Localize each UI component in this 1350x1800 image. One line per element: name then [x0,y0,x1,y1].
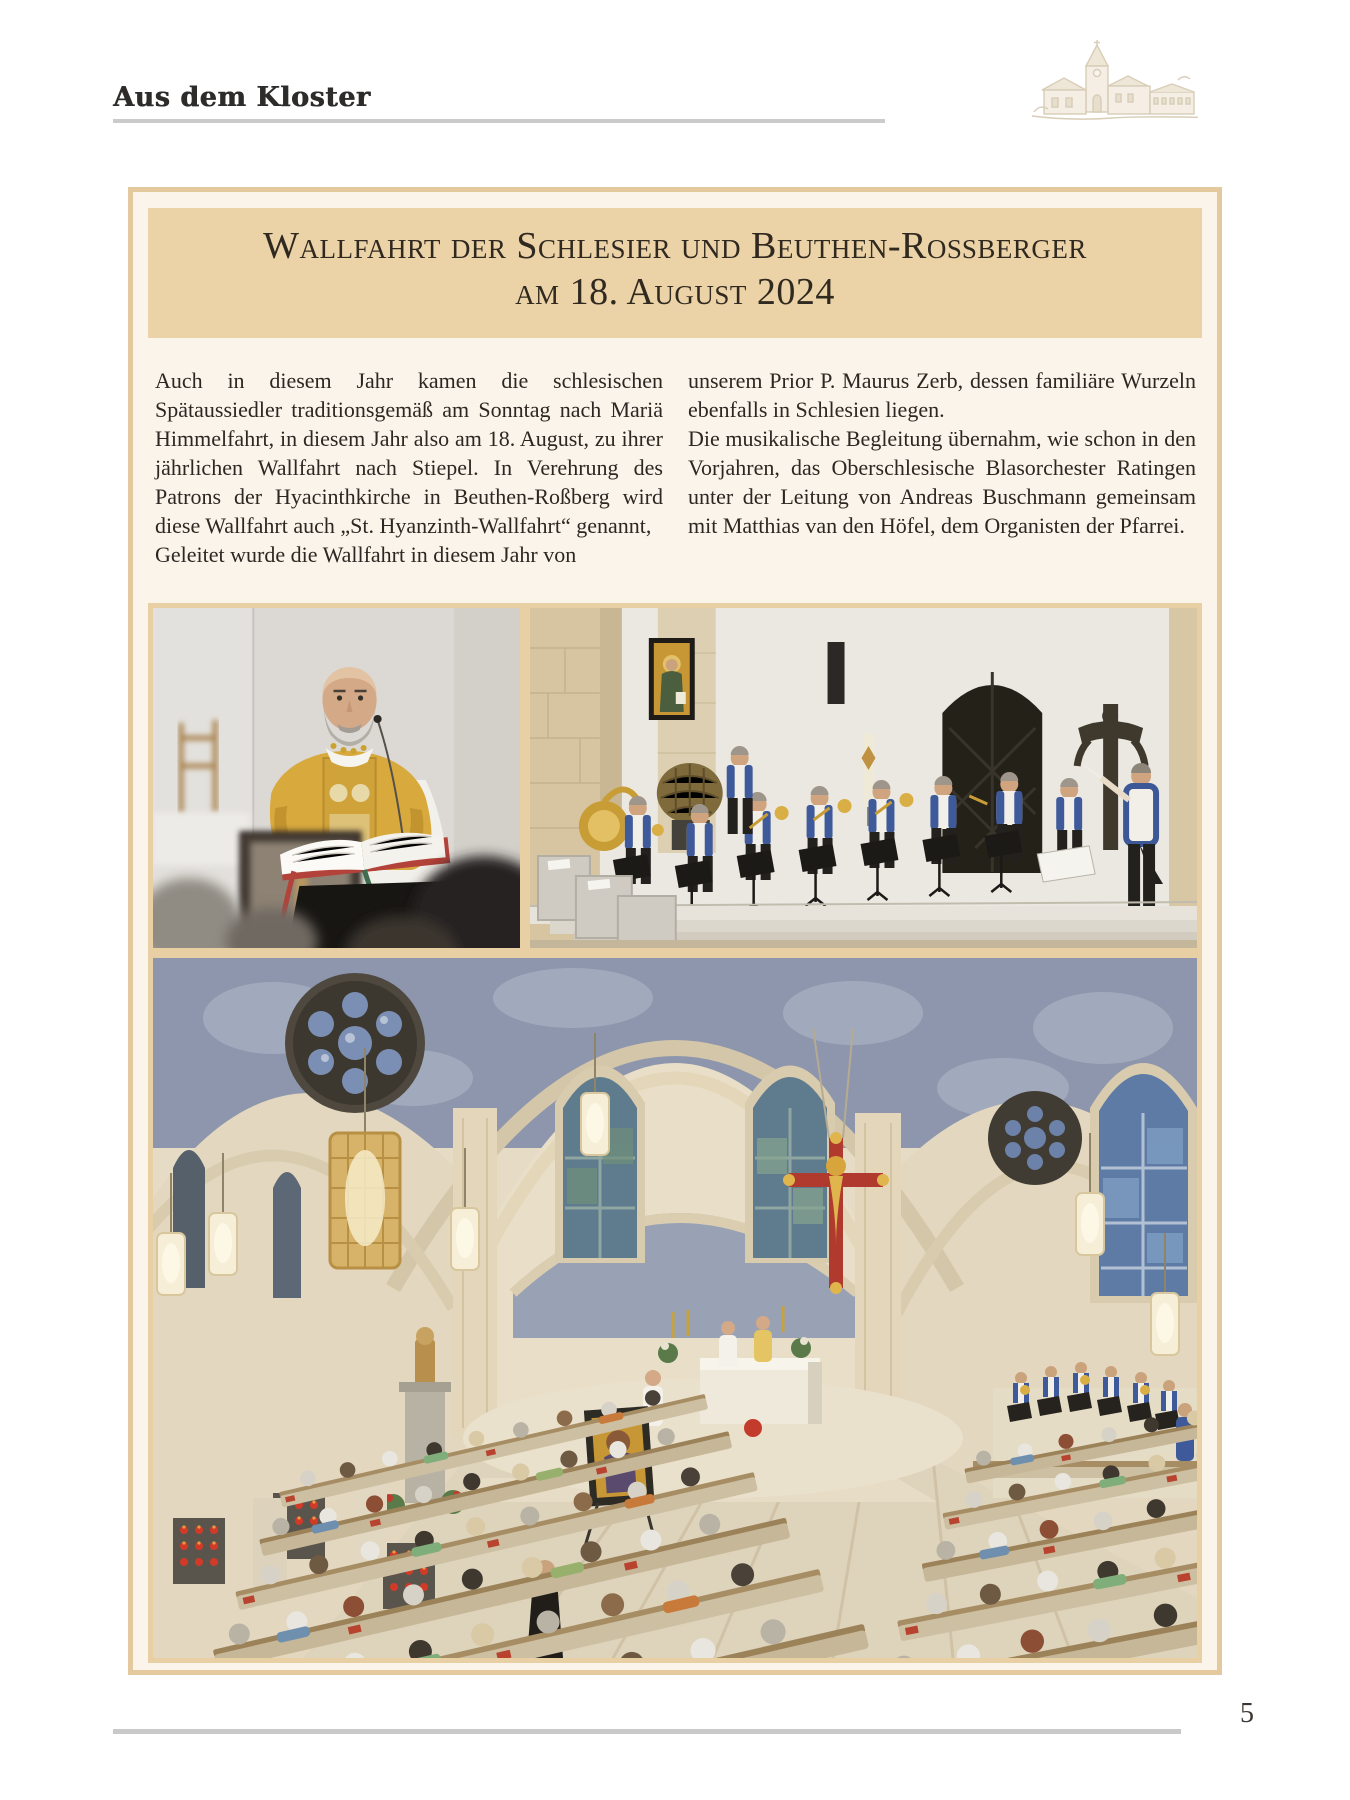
section-title: Aus dem Kloster [113,82,371,113]
footer-rule [113,1729,1181,1734]
photo-row [148,603,1202,953]
article-title-line2: am 18. August 2024 [515,271,835,313]
monastery-sketch-illustration [1028,40,1198,130]
photo-brass-orchestra [525,603,1202,953]
photo-church-interior [148,953,1202,1663]
paragraph: Auch in diesem Jahr kamen die schlesischen Spätaussiedler traditionsgemäß am Sonntag nach Mariä Himmelfahrt, in diesem Jahr also am 18. August, zu ihrer jährlichen Wallfahrt nach Stiepel. In Verehrung des Patrons der Hyacinthkirche in Beuthen-Roßberg wird diese Wallfahrt auch „St. Hyanzinth-Wallfahrt“ genannt, [155,368,663,538]
header-rule [113,119,885,123]
photo-priest-at-lectern [148,603,525,953]
article-body [155,366,1196,600]
page-number: 5 [1240,1698,1254,1729]
article-title-line1: Wallfahrt der Schlesier und Beuthen-Roßberger [263,225,1087,267]
paragraph: Die musikalische Begleitung übernahm, wie schon in den Vorjahren, das Oberschlesische Blasorchester Ratingen unter der Leitung von Andreas Buschmann gemeinsam mit Matthias van den Höfel, dem Organisten der Pfarrei. [688,426,1196,538]
article-title-band [148,208,1202,338]
article-column-right [688,366,1196,600]
paragraph: Geleitet wurde die Wallfahrt in diesem Jahr von [155,542,577,567]
article-box [128,187,1222,1675]
paragraph: unserem Prior P. Maurus Zerb, dessen familiäre Wurzeln ebenfalls in Schlesien liegen. [688,368,1196,422]
article-column-left [155,366,663,600]
